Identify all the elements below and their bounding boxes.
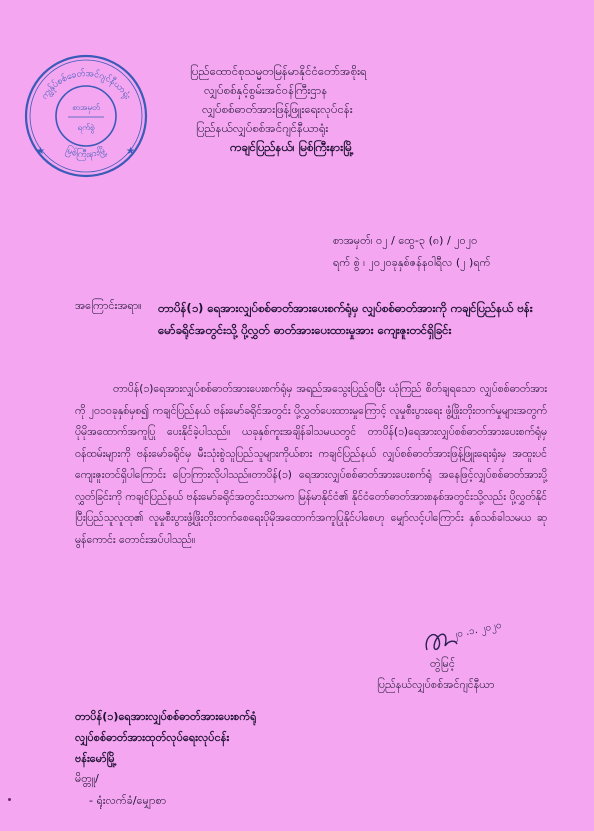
- seal-inner-bottom: ရက်စွဲ: [77, 123, 95, 132]
- copy-label: မိတ္တူ/: [75, 772, 99, 785]
- reference-date: ရက် စွဲ ၊ ၂၀၂၀ခုနှစ်ဇန်နဝါရီလ (၂ )ရက်: [333, 256, 491, 269]
- copy-item: - ရုံးလက်ခံ/မျှောစာ: [89, 794, 167, 807]
- signer-title: ပြည်နယ်လျှပ်စစ်အင်ဂျင်နီယာ: [377, 678, 495, 691]
- svg-text:ကျွန်ုပ်စစ်ခေတ်အင်ဂျင်နီယာရုံး: [40, 68, 133, 103]
- svg-text:★: ★: [126, 146, 135, 157]
- letterhead: [190, 62, 490, 157]
- svg-text:★: ★: [36, 146, 45, 157]
- reference-block: [333, 230, 490, 274]
- recipient-line-3: ဗန်းမော်မြို့: [75, 752, 117, 765]
- margin-dot: [8, 798, 11, 801]
- header-line-department: လျှပ်စစ်ဓာတ်အားဖြန့်ဖြူးရေးလုပ်ငန်း: [202, 102, 353, 116]
- seal-outer-text: ကျွန်ုပ်စစ်ခေတ်အင်ဂျင်နီယာရုံး: [39, 68, 133, 102]
- recipient-line-1: တာပိန်(၁)ရေအားလျှပ်စစ်ဓာတ်အားပေးစက်ရုံ: [75, 710, 257, 723]
- signer-name: တွဲမြင့်: [430, 657, 455, 670]
- header-line-location: ကချင်ပြည်နယ်၊ မြစ်ကြီးနားမြို့: [230, 140, 354, 154]
- copy-block: [75, 768, 166, 812]
- header-line-government: ပြည်ထောင်စုသမ္မတမြန်မာနိုင်ငံတော်အစိုးရ: [190, 64, 367, 78]
- subject-label: အကြောင်းအရာ။: [75, 299, 142, 312]
- recipient-block: [75, 706, 256, 769]
- subject-text: တာပိန်(၁) ရေအားလျှပ်စစ်ဓာတ်အားပေးစက်ရုံမှ လျှပ်စစ်ဓာတ်အားကို ကချင်ပြည်နယ် ဗန်းမော်ခရိုင်အတွင်းသို့ ပို့လွှတ် ဓာတ်အားပေးထားမှုအား ကျေးဇူးတင်ရှိခြင်း: [158, 301, 533, 337]
- header-line-office: ပြည်နယ်လျှပ်စစ်အင်ဂျင်နီယာရုံး: [196, 121, 329, 135]
- reference-number: စာအမှတ်၊ ၀၂ / ထွေ-၃ (၈) / ၂၀၂၀: [333, 234, 478, 247]
- header-line-ministry: လျှပ်စစ်နှင့်စွမ်းအင်ဝန်ကြီးဌာန: [204, 83, 328, 97]
- handwritten-signature-icon: [405, 610, 515, 660]
- recipient-line-2: လျှပ်စစ်ဓာတ်အားထုတ်လုပ်ရေးလုပ်ငန်း: [75, 731, 230, 744]
- official-seal-icon: [22, 52, 150, 180]
- seal-bottom-text: မြစ်ကြီးနားမြို့: [64, 145, 108, 161]
- letter-body: တာပိန်(၁)ရေအားလျှပ်စစ်ဓာတ်အားပေးစက်ရုံမှ အရည်အသွေးပြည့်ဝပြီး ယုံကြည် စိတ်ချရသော လျှပ်စစ်ဓာတ်အားကို ၂၀၁၀ခုနှစ်မှစ၍ ကချင်ပြည်နယ် ဗန်းမော်ခရိုင်အတွင်း ပို့လွှတ်ပေးထားမှုကြောင့် လူမှုစီးပွားရေး ဖွံ့ဖြိုးတိုးတက်မှုများအတွက် ပိုမိုအထောက်အကူပြု ပေးနိုင်ခဲ့ပါသည်။ ယခုနှစ်ကူးအချိန်ခါသမယတွင် တာပိန်(၁)ရေအားလျှပ်စစ်ဓာတ်အားပေးစက်ရုံမှ ဝန်ထမ်းများကို ဗန်းမော်ခရိုင်မှ မီးသုံးစွဲသူပြည်သူများကိုယ်စား ကချင်ပြည်နယ် လျှပ်စစ်ဓာတ်အားဖြန့်ဖြူးရေးရုံးမှ အထူးပင်ကျေးဇူးတင်ရှိပါကြောင်း ပြောကြားလိုပါသည်။တာပိန်(၁) ရေအားလျှပ်စစ်ဓာတ်အားပေးစက်ရုံ အနေဖြင့်လျှပ်စစ်ဓာတ်အားပို့လွှတ်ခြင်းကို ကချင်ပြည်နယ် ဗန်းမော်ခရိုင်အတွင်းသာမက မြန်မာနိုင်ငံ၏ နိုင်ငံတော်ဓာတ်အားစနစ်အတွင်းသို့လည်း ပို့လွှတ်နိုင်ပြီးပြည်သူလူထု၏ လူမှုစီးပွားဖွံ့ဖြိုးတိုးတက်စေရေးပိုမိုအထောက်အကူပြုနိုင်ပါစေဟု မျှော်လင့်ပါကြောင်း နှစ်သစ်ခါသမယ ဆုမွန်ကောင်း တောင်းအပ်ပါသည်။: [75, 383, 547, 546]
- signature-date: ၂၀ .၁. ၂၀၂၀: [451, 619, 503, 641]
- seal-inner-top: စာအမှတ်: [72, 103, 100, 112]
